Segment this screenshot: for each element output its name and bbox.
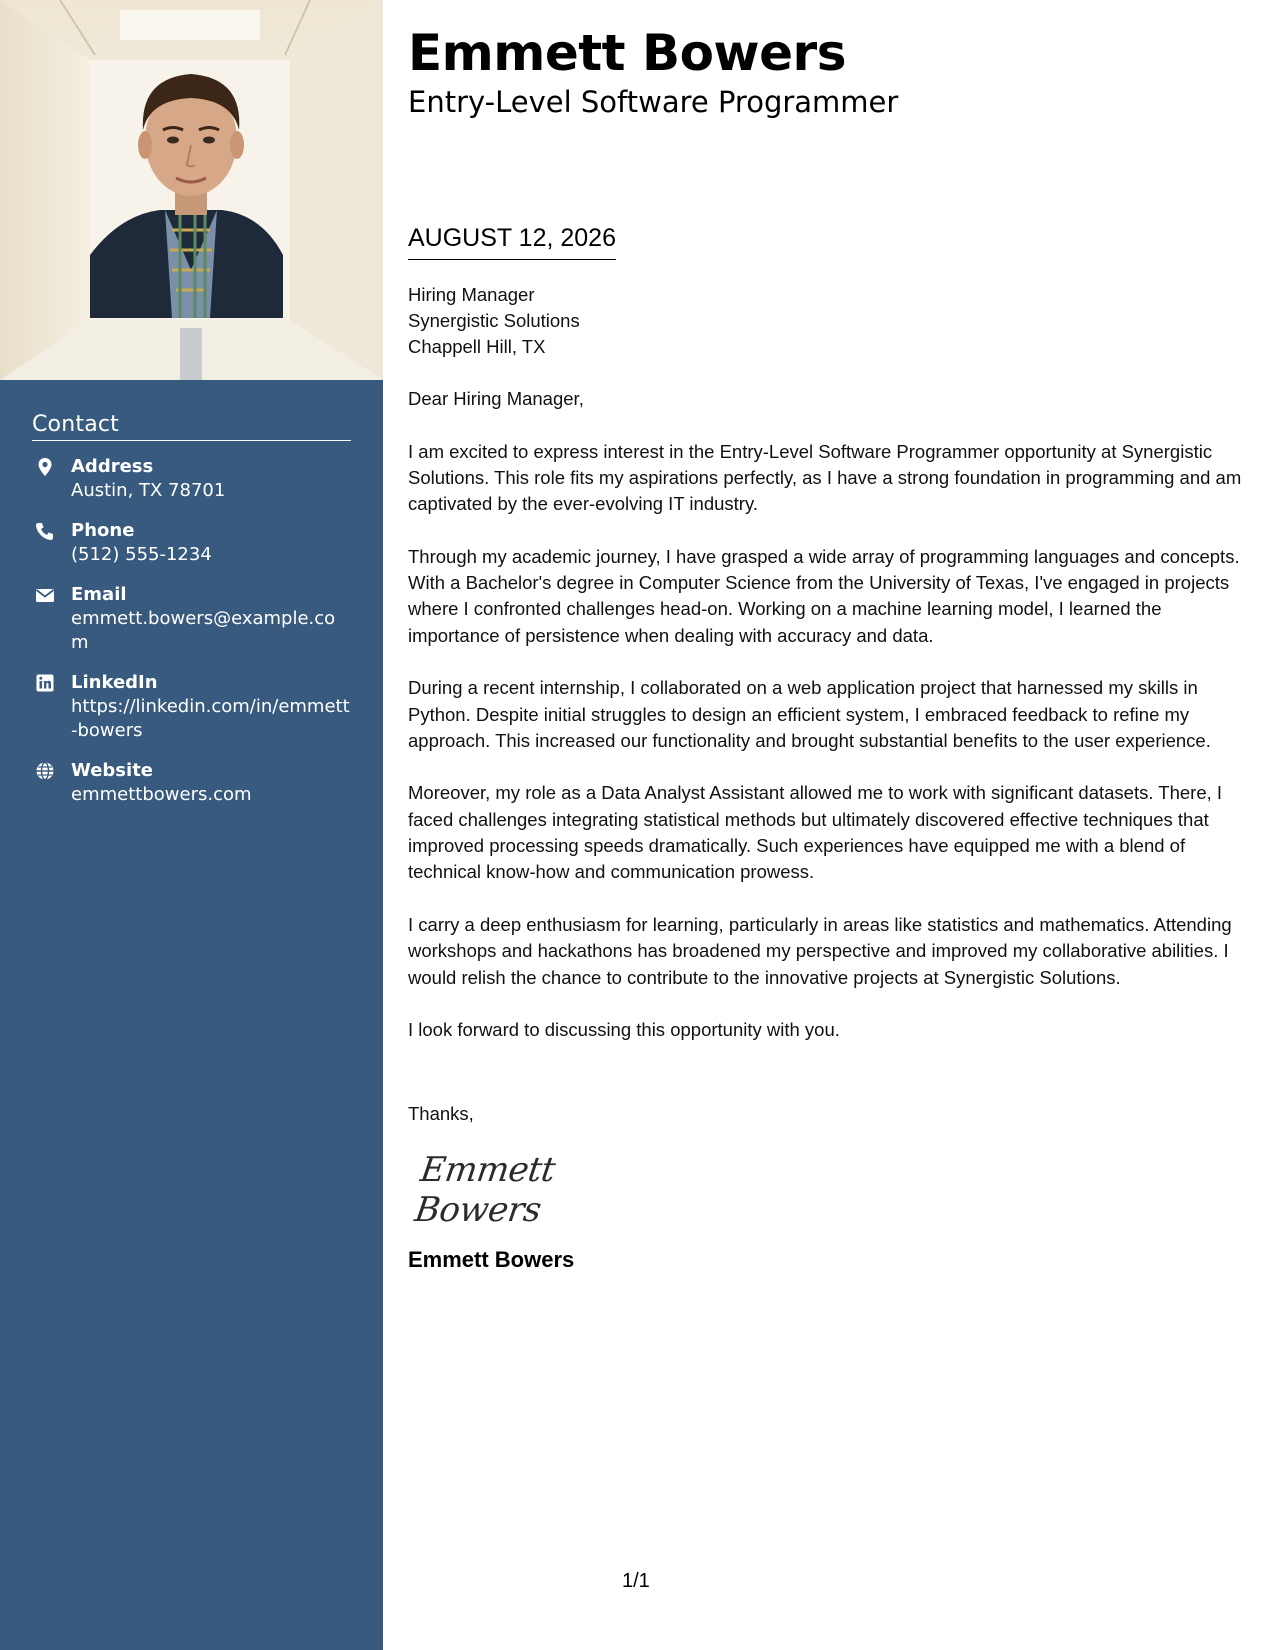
contact-label: Phone xyxy=(71,520,135,541)
contact-section xyxy=(32,412,351,823)
letter-date: AUGUST 12, 2026 xyxy=(408,222,616,260)
page-number: 1/1 xyxy=(622,1570,650,1592)
recipient-block xyxy=(408,282,580,360)
contact-label: Website xyxy=(71,760,154,781)
contact-value[interactable]: emmett.bowers@example.com xyxy=(71,608,336,653)
contact-value: (512) 555-1234 xyxy=(71,544,212,565)
applicant-name: Emmett Bowers xyxy=(408,24,846,82)
contact-item-phone xyxy=(32,519,351,567)
contact-value: Austin, TX 78701 xyxy=(71,480,226,501)
contact-value[interactable]: emmettbowers.com xyxy=(71,784,252,805)
greeting: Dear Hiring Manager, xyxy=(408,388,584,409)
paragraph: During a recent internship, I collaborated on a web application project that harnessed my skills in Python. Despite initial struggles to design an efficient system, I embraced feedback to refine my approach. This increased our functionality and brought substantial benefits to the user experience. xyxy=(408,677,1211,751)
linkedin-icon xyxy=(35,673,55,693)
paragraph: I am excited to express interest in the Entry-Level Software Programmer opportunity at Synergistic Solutions. This role fits my aspirations perfectly, as I have a strong foundation in programming and am captivated by the ever-evolving IT industry. xyxy=(408,440,1242,515)
signer-name: Emmett Bowers xyxy=(408,1247,575,1272)
contact-item-website xyxy=(32,759,351,807)
recipient-line: Hiring Manager xyxy=(408,284,535,305)
paragraph: I look forward to discussing this opportunity with you. xyxy=(408,1019,840,1041)
letter-body xyxy=(408,386,1254,1070)
contact-item-address xyxy=(32,455,351,503)
contact-value[interactable]: https://linkedin.com/in/emmett-bowers xyxy=(71,696,350,741)
closing: Thanks, xyxy=(408,1103,474,1124)
profile-photo xyxy=(0,0,383,380)
job-title: Entry-Level Software Programmer xyxy=(408,85,899,119)
sidebar xyxy=(0,0,383,1650)
handwritten-signature xyxy=(412,1150,678,1230)
contact-item-linkedin xyxy=(32,671,351,743)
map-pin-icon xyxy=(35,457,55,477)
recipient-line: Synergistic Solutions xyxy=(408,310,580,331)
paragraph: Moreover, my role as a Data Analyst Assistant allowed me to work with significant datasets. There, I faced challenges integrating statistical methods but ultimately discovered effective techniques that improved processing speeds dramatically. Such experiences have equipped me with a blend of technical know-how and communication prowess. xyxy=(408,782,1223,883)
contact-label: Address xyxy=(71,456,154,477)
contact-label: LinkedIn xyxy=(71,672,158,693)
contact-label: Email xyxy=(71,584,127,605)
recipient-line: Chappell Hill, TX xyxy=(408,336,546,357)
paragraph: Through my academic journey, I have grasped a wide array of programming languages and concepts. With a Bachelor's degree in Computer Science from the University of Texas, I've engaged in projects where I confronted challenges head-on. Working on a machine learning model, I learned the importance of persistence when dealing with accuracy and data. xyxy=(408,545,1240,646)
globe-icon xyxy=(35,761,55,781)
phone-icon xyxy=(35,521,55,541)
contact-item-email xyxy=(32,583,351,655)
contact-heading: Contact xyxy=(32,412,351,441)
signature-text: Emmett Bowers xyxy=(412,1150,558,1230)
envelope-icon xyxy=(35,585,55,605)
paragraph: I carry a deep enthusiasm for learning, particularly in areas like statistics and mathematics. Attending workshops and hackathons has broadened my perspective and improved my collaborative abilities. I would relish the chance to contribute to the innovative projects at Synergistic Solutions. xyxy=(408,913,1232,988)
